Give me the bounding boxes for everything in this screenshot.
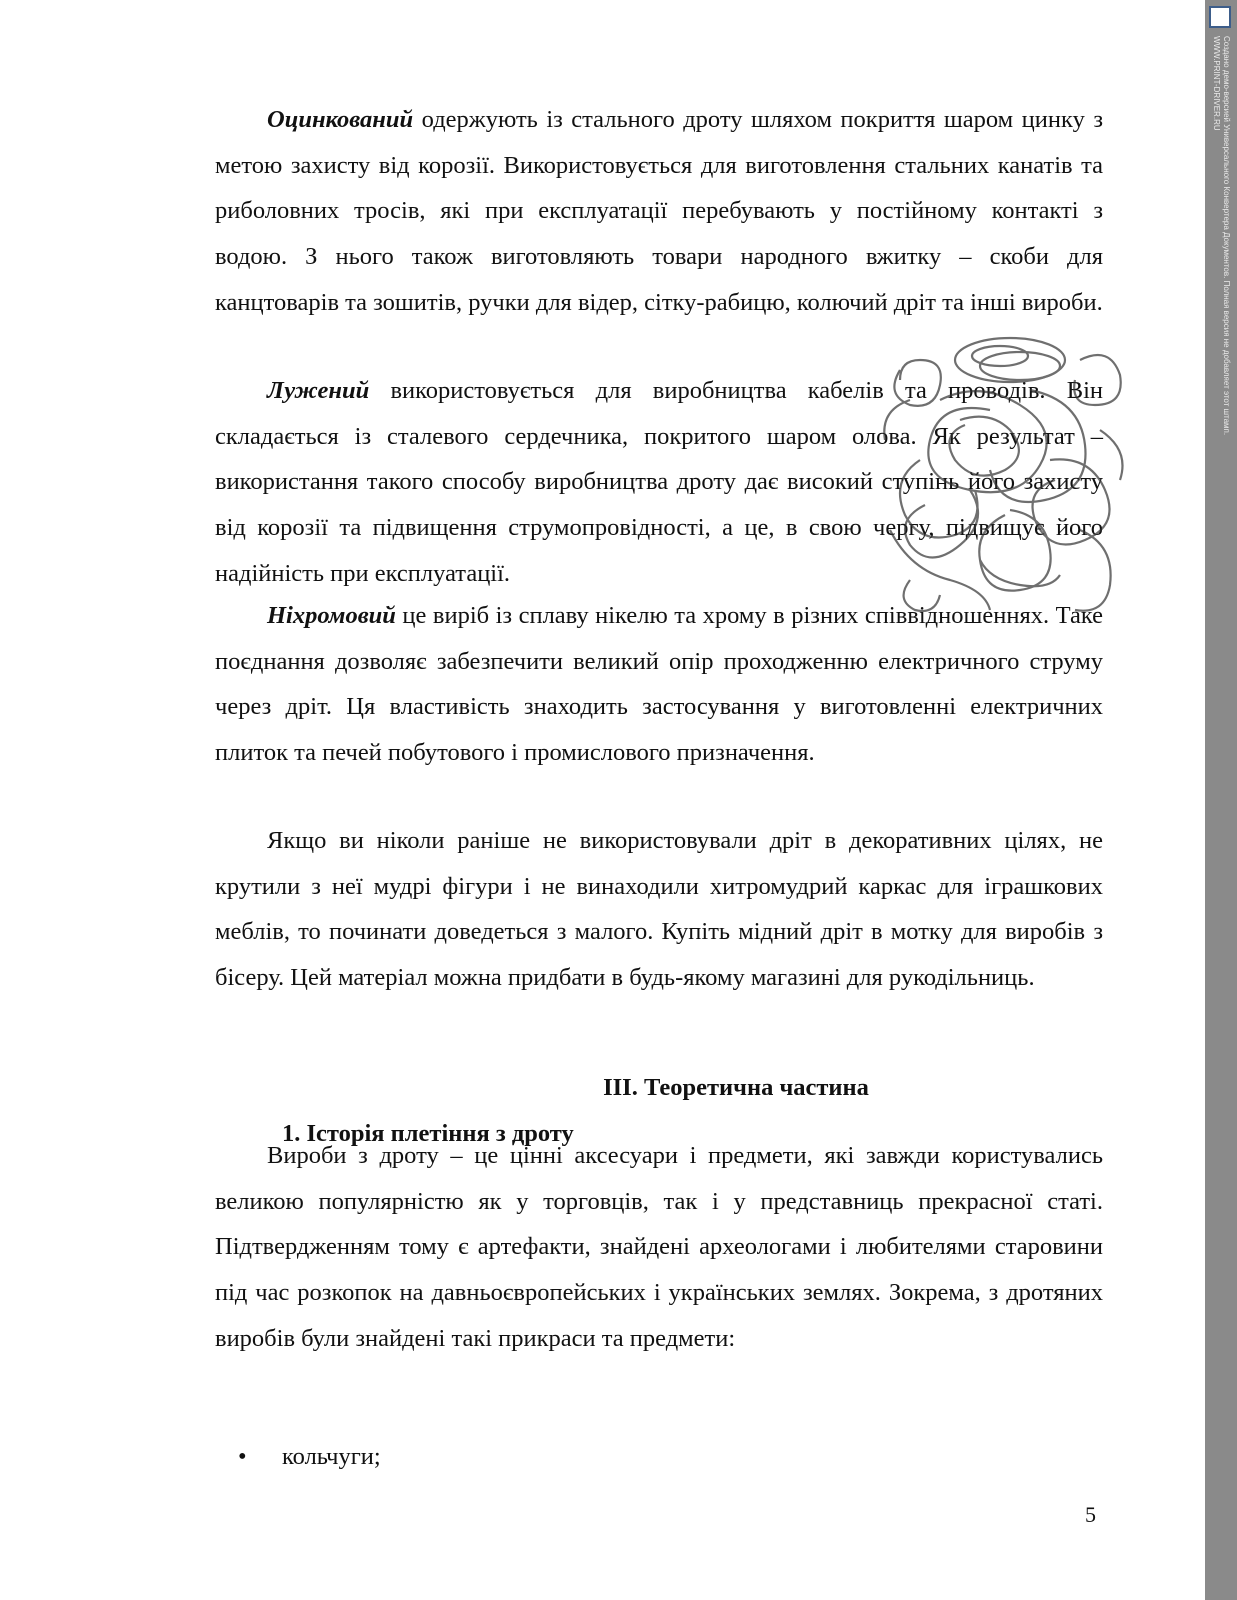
converter-stamp-sidebar bbox=[1205, 0, 1237, 1600]
term-tinned: Лужений bbox=[267, 377, 370, 404]
bullet-marker: • bbox=[238, 1443, 247, 1470]
paragraph-galvanized-text: одержують із стального дроту шляхом покриття шаром цинку з метою захисту від корозії. Використовується для виготовлення стальних канатів та риболовних тросів, які при експлуатації перебувають у постійному контакті з водою. З нього також виготовляють товари народного вжитку – скоби для канцтоварів та зошитів, ручки для відер, сітку-рабицю, колючий дріт та інші вироби. bbox=[215, 106, 1103, 316]
page-number: 5 bbox=[1085, 1502, 1096, 1527]
subsection-heading: 1. Історія плетіння з дроту bbox=[282, 1120, 574, 1147]
wire-coil-image bbox=[880, 330, 1150, 620]
term-nichrome: Ніхромовий bbox=[267, 602, 396, 629]
sidebar-stamp-text bbox=[1211, 36, 1231, 435]
list-item-text: кольчуги; bbox=[282, 1443, 381, 1470]
paragraph-history bbox=[215, 1133, 1103, 1362]
sidebar-line-2: WWW.PRINT-DRIVER.RU bbox=[1212, 36, 1221, 131]
sidebar-line-1: Создано демо-версией Универсального Конвертера Документов. Полная версия не добавляет этот штамп. bbox=[1222, 36, 1231, 436]
paragraph-nichrome-text: це виріб із сплаву нікелю та хрому в різних співвідношеннях. Таке поєднання дозволяє забезпечити великий опір проходженню електричного струму через дріт. Ця властивість знаходить застосування у виготовленні електричних плиток та печей побутового і промислового призначення. bbox=[215, 602, 1103, 767]
paragraph-galvanized bbox=[215, 97, 1103, 326]
printer-logo-icon bbox=[1209, 6, 1231, 28]
paragraph-decorative bbox=[215, 818, 1103, 1001]
paragraph-nichrome bbox=[215, 593, 1103, 776]
paragraph-history-text: Вироби з дроту – це цінні аксесуари і предмети, які завжди користувались великою популярністю як у торговців, так і у представниць прекрасної статі. Підтвердженням тому є артефакти, знайдені археологами і любителями старовини під час розкопок на давньоєвропейських і українських землях. Зокрема, з дротяних виробів були знайдені такі прикраси та предмети: bbox=[215, 1142, 1103, 1352]
section-heading: ІІІ. Теоретична частина bbox=[603, 1074, 869, 1101]
term-galvanized: Оцинкований bbox=[267, 106, 414, 133]
paragraph-decorative-text: Якщо ви ніколи раніше не використовували дріт в декоративних цілях, не крутили з неї мудрі фігури і не винаходили хитромудрий каркас для іграшкових меблів, то починати доведеться з малого. Купіть мідний дріт в мотку для виробів з бісеру. Цей матеріал можна придбати в будь-якому магазині для рукодільниць. bbox=[215, 827, 1103, 992]
paragraph-tinned-text: використовується для виробництва кабелів та проводів. Він складається із сталевого сердечника, покритого шаром олова. Як результат – використання такого способу виробництва дроту дає високий ступінь його захисту від корозії та підвищення струмопровідності, а це, в свою чергу, підвищує його надійність при експлуатації. bbox=[215, 377, 1103, 587]
